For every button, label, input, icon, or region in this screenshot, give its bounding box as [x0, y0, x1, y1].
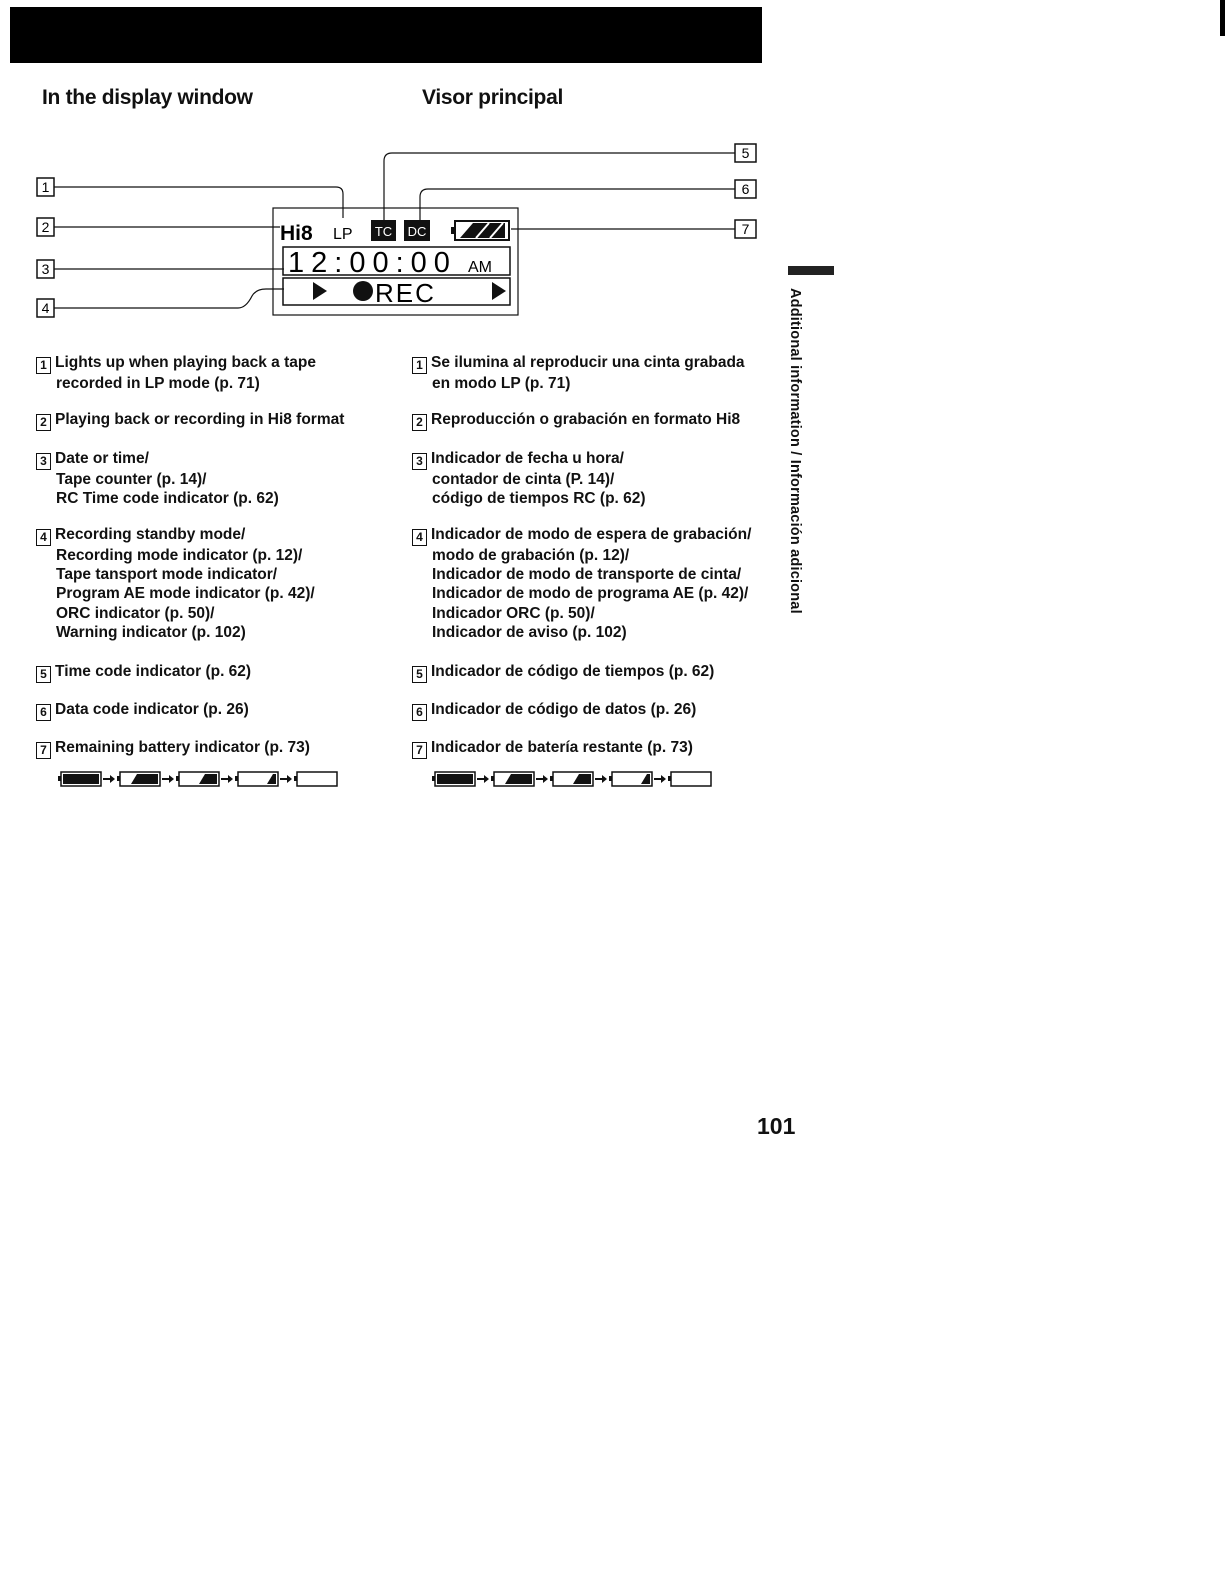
svg-text:7: 7	[741, 221, 750, 237]
item-number-box: 5	[412, 666, 427, 683]
list-item-line: 6 Indicador de código de datos (p. 26)	[412, 700, 696, 721]
list-item-line: Indicador ORC (p. 50)/	[432, 604, 595, 622]
rec-dot-icon	[353, 281, 373, 301]
callout-4	[37, 299, 54, 317]
list-item-line: Indicador de modo de programa AE (p. 42)/	[432, 585, 749, 603]
battery-level-icon	[117, 772, 160, 786]
list-item-line: Tape tansport mode indicator/	[56, 566, 278, 584]
list-item-line: código de tiempos RC (p. 62)	[432, 490, 646, 508]
list-item-line: RC Time code indicator (p. 62)	[56, 490, 279, 508]
list-item	[36, 525, 315, 642]
list-item-line: modo de grabación (p. 12)/	[432, 547, 630, 564]
rec-label: REC	[375, 278, 436, 308]
item-number-box: 5	[36, 666, 51, 683]
header-bar	[10, 7, 762, 63]
arrow-icon	[221, 775, 233, 783]
list-item	[36, 353, 316, 393]
item-number-box: 1	[412, 357, 427, 374]
list-item-line: Program AE mode indicator (p. 42)/	[56, 585, 315, 603]
list-item	[412, 410, 740, 431]
display-window-diagram	[0, 130, 780, 330]
list-item-line: 7 Remaining battery indicator (p. 73)	[36, 738, 310, 759]
callout-5	[735, 144, 756, 162]
list-item-line: 2 Reproducción o grabación en formato Hi8	[412, 410, 740, 431]
list-item-line: ORC indicator (p. 50)/	[56, 604, 215, 622]
ampm-indicator: AM	[468, 259, 492, 276]
battery-sequence-english	[58, 770, 348, 790]
list-item	[412, 662, 714, 683]
list-item-line: 4 Recording standby mode/	[36, 525, 315, 546]
list-item-line: Recording mode indicator (p. 12)/	[56, 547, 303, 564]
item-number-box: 3	[412, 453, 427, 470]
battery-level-icon	[432, 772, 475, 786]
svg-text:3: 3	[41, 261, 50, 277]
list-item-line: 1 Se ilumina al reproducir una cinta grabada	[412, 353, 745, 374]
list-item-line: 3 Date or time/	[36, 449, 279, 470]
list-item-line: 5 Indicador de código de tiempos (p. 62)	[412, 662, 714, 683]
list-item	[412, 449, 646, 508]
time-readout: 12:00:00	[288, 247, 457, 279]
list-item-line: Tape counter (p. 14)/	[56, 471, 207, 488]
callout-6	[735, 180, 756, 198]
list-item	[412, 525, 751, 642]
play-icon	[313, 282, 327, 300]
hi8-logo	[280, 222, 313, 245]
svg-text:TC: TC	[374, 224, 393, 239]
arrow-icon	[280, 775, 292, 783]
list-item	[412, 353, 745, 393]
item-number-box: 4	[36, 529, 51, 546]
battery-level-icon	[609, 772, 652, 786]
page-number: 101	[757, 1113, 796, 1139]
dc-indicator	[404, 220, 430, 241]
item-number-box: 6	[412, 704, 427, 721]
callout-3	[37, 260, 54, 278]
tc-indicator	[371, 220, 396, 241]
item-number-box: 3	[36, 453, 51, 470]
arrow-icon	[477, 775, 489, 783]
side-tab-label: Additional information / Información adicional	[787, 288, 803, 614]
list-item	[412, 738, 693, 759]
list-item	[36, 410, 344, 431]
battery-sequence-spanish	[432, 770, 722, 790]
arrow-icon	[595, 775, 607, 783]
list-item-line: recorded in LP mode (p. 71)	[56, 375, 260, 392]
callout-2	[37, 218, 54, 236]
arrow-icon	[162, 775, 174, 783]
item-number-box: 2	[412, 414, 427, 431]
list-item-line: 4 Indicador de modo de espera de grabación/	[412, 525, 751, 546]
battery-level-icon	[550, 772, 593, 786]
list-item	[412, 700, 696, 721]
item-number-box: 1	[36, 357, 51, 374]
callout-1	[37, 178, 54, 196]
callout-7	[735, 220, 756, 238]
heading-spanish: Visor principal	[422, 86, 563, 109]
svg-text:1: 1	[41, 179, 50, 195]
svg-text:4: 4	[41, 300, 50, 316]
list-item-line: Warning indicator (p. 102)	[56, 623, 246, 641]
list-item	[36, 700, 249, 721]
display-battery-icon	[451, 221, 509, 240]
list-item	[36, 449, 279, 508]
item-number-box: 7	[412, 742, 427, 759]
list-item-line: contador de cinta (P. 14)/	[432, 471, 615, 488]
list-item-line: 3 Indicador de fecha u hora/	[412, 449, 646, 470]
svg-text:DC: DC	[407, 224, 427, 239]
list-item-line: 6 Data code indicator (p. 26)	[36, 700, 249, 721]
svg-text:2: 2	[41, 219, 50, 235]
play-icon-right	[492, 282, 506, 300]
side-tab-marker	[788, 266, 834, 275]
list-item-line: 5 Time code indicator (p. 62)	[36, 662, 251, 683]
battery-level-icon	[491, 772, 534, 786]
svg-text:Hi8: Hi8	[280, 222, 313, 245]
item-number-box: 4	[412, 529, 427, 546]
item-number-box: 6	[36, 704, 51, 721]
list-item-line: 7 Indicador de batería restante (p. 73)	[412, 738, 693, 759]
battery-level-icon	[235, 772, 278, 786]
list-item-line: Indicador de aviso (p. 102)	[432, 623, 627, 641]
arrow-icon	[103, 775, 115, 783]
lp-indicator: LP	[333, 226, 353, 243]
battery-level-icon	[176, 772, 219, 786]
battery-level-icon	[294, 772, 337, 786]
list-item-line: 1 Lights up when playing back a tape	[36, 353, 316, 374]
battery-level-icon	[58, 772, 101, 786]
battery-level-icon	[668, 772, 711, 786]
arrow-icon	[654, 775, 666, 783]
arrow-icon	[536, 775, 548, 783]
list-item	[36, 662, 251, 683]
list-item-line: 2 Playing back or recording in Hi8 format	[36, 410, 344, 431]
list-item-line: en modo LP (p. 71)	[432, 375, 571, 392]
edge-mark	[1220, 0, 1225, 36]
heading-english: In the display window	[42, 86, 253, 109]
item-number-box: 2	[36, 414, 51, 431]
svg-text:6: 6	[741, 181, 750, 197]
list-item-line: Indicador de modo de transporte de cinta/	[432, 566, 742, 584]
svg-text:5: 5	[741, 145, 750, 161]
item-number-box: 7	[36, 742, 51, 759]
list-item	[36, 738, 310, 759]
